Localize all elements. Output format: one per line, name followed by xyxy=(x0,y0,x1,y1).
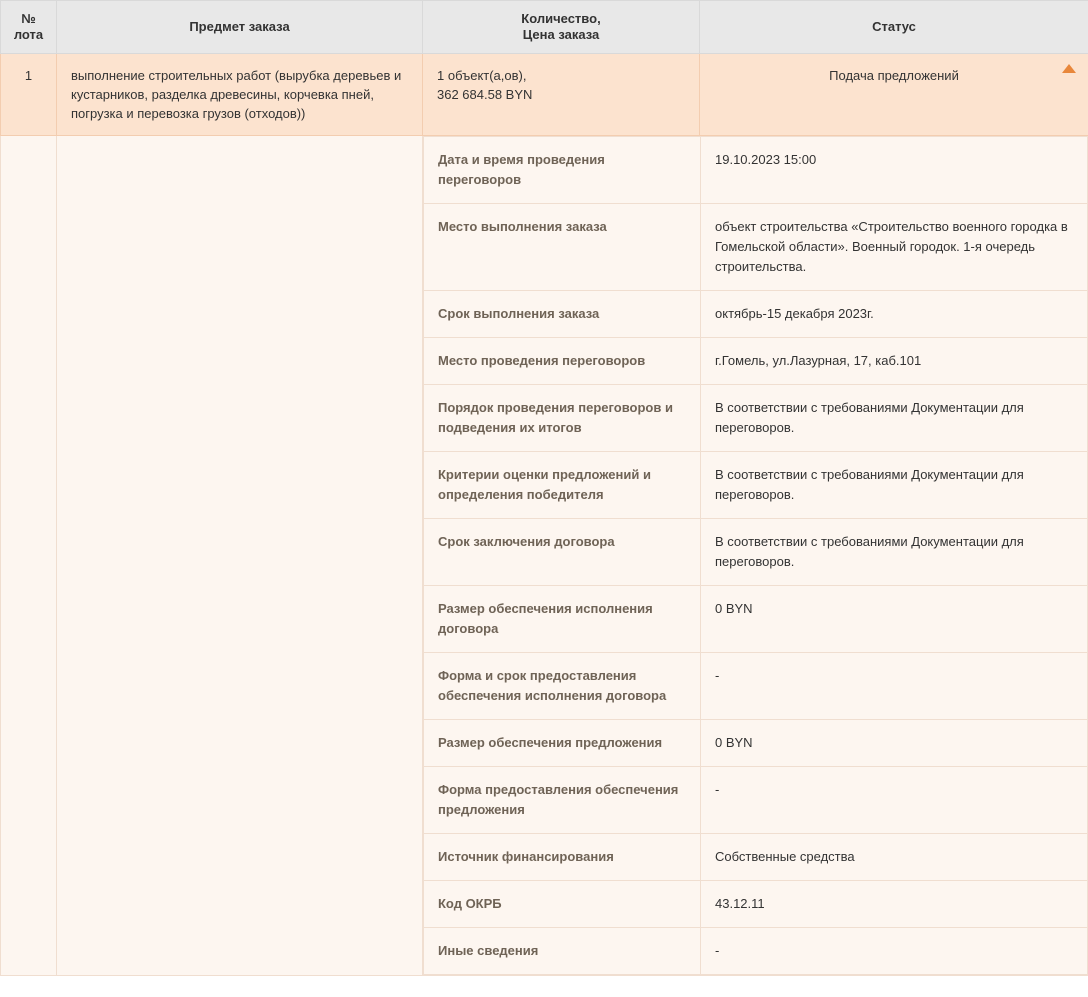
detail-value: - xyxy=(701,767,1088,834)
detail-label: Дата и время проведения переговоров xyxy=(424,137,701,204)
detail-value: октябрь-15 декабря 2023г. xyxy=(701,291,1088,338)
lot-subject: выполнение строительных работ (вырубка деревьев и кустарников, разделка древесины, корчевка пней, погрузка и перевозка грузов (отходов)) xyxy=(57,54,423,136)
lot-status xyxy=(700,54,1088,136)
detail-row xyxy=(424,767,1088,834)
detail-row xyxy=(424,586,1088,653)
detail-label: Источник финансирования xyxy=(424,834,701,881)
header-lot-number-line2: лота xyxy=(13,27,44,42)
detail-value: - xyxy=(701,928,1088,975)
detail-label: Размер обеспечения предложения xyxy=(424,720,701,767)
detail-label: Срок выполнения заказа xyxy=(424,291,701,338)
detail-row xyxy=(424,385,1088,452)
header-subject: Предмет заказа xyxy=(57,1,423,54)
detail-value: Собственные средства xyxy=(701,834,1088,881)
lot-number: 1 xyxy=(1,54,57,136)
detail-row xyxy=(424,928,1088,975)
detail-row xyxy=(424,338,1088,385)
header-lot-number xyxy=(1,1,57,54)
detail-table xyxy=(423,136,1088,975)
detail-value: объект строительства «Строительство военного городка в Гомельской области». Военный городок. 1-я очередь строительства. xyxy=(701,204,1088,291)
detail-value: - xyxy=(701,653,1088,720)
detail-value: 19.10.2023 15:00 xyxy=(701,137,1088,204)
detail-label: Критерии оценки предложений и определения победителя xyxy=(424,452,701,519)
detail-row xyxy=(424,137,1088,204)
detail-value: В соответствии с требованиями Документации для переговоров. xyxy=(701,519,1088,586)
detail-row xyxy=(424,291,1088,338)
details-container xyxy=(423,136,1088,976)
detail-row xyxy=(424,452,1088,519)
lot-row xyxy=(1,54,1088,136)
detail-label: Форма и срок предоставления обеспечения исполнения договора xyxy=(424,653,701,720)
header-status: Статус xyxy=(700,1,1088,54)
lot-details-row xyxy=(1,136,1088,976)
details-spacer-number xyxy=(1,136,57,976)
detail-row xyxy=(424,204,1088,291)
detail-value: 43.12.11 xyxy=(701,881,1088,928)
detail-value: В соответствии с требованиями Документации для переговоров. xyxy=(701,452,1088,519)
detail-label: Иные сведения xyxy=(424,928,701,975)
header-quantity-line2: Цена заказа xyxy=(522,27,600,42)
detail-value: 0 BYN xyxy=(701,586,1088,653)
triangle-up-icon[interactable] xyxy=(1062,64,1076,73)
detail-label: Место проведения переговоров xyxy=(424,338,701,385)
detail-label: Форма предоставления обеспечения предложения xyxy=(424,767,701,834)
lot-quantity-price xyxy=(423,54,700,136)
detail-value: г.Гомель, ул.Лазурная, 17, каб.101 xyxy=(701,338,1088,385)
detail-row xyxy=(424,653,1088,720)
detail-value: В соответствии с требованиями Документации для переговоров. xyxy=(701,385,1088,452)
header-lot-number-line1: № xyxy=(21,11,36,26)
header-quantity-line1: Количество, xyxy=(521,11,601,26)
detail-label: Место выполнения заказа xyxy=(424,204,701,291)
lot-quantity: 1 объект(а,ов), xyxy=(437,68,527,83)
table-header-row xyxy=(1,1,1088,54)
detail-row xyxy=(424,720,1088,767)
detail-label: Порядок проведения переговоров и подведения их итогов xyxy=(424,385,701,452)
header-quantity-price xyxy=(423,1,700,54)
detail-value: 0 BYN xyxy=(701,720,1088,767)
detail-label: Размер обеспечения исполнения договора xyxy=(424,586,701,653)
status-badge: Подача предложений xyxy=(829,68,959,83)
detail-row xyxy=(424,881,1088,928)
detail-row xyxy=(424,834,1088,881)
detail-label: Код ОКРБ xyxy=(424,881,701,928)
detail-row xyxy=(424,519,1088,586)
details-spacer-subject xyxy=(57,136,423,976)
lot-price: 362 684.58 BYN xyxy=(437,87,533,102)
detail-label: Срок заключения договора xyxy=(424,519,701,586)
